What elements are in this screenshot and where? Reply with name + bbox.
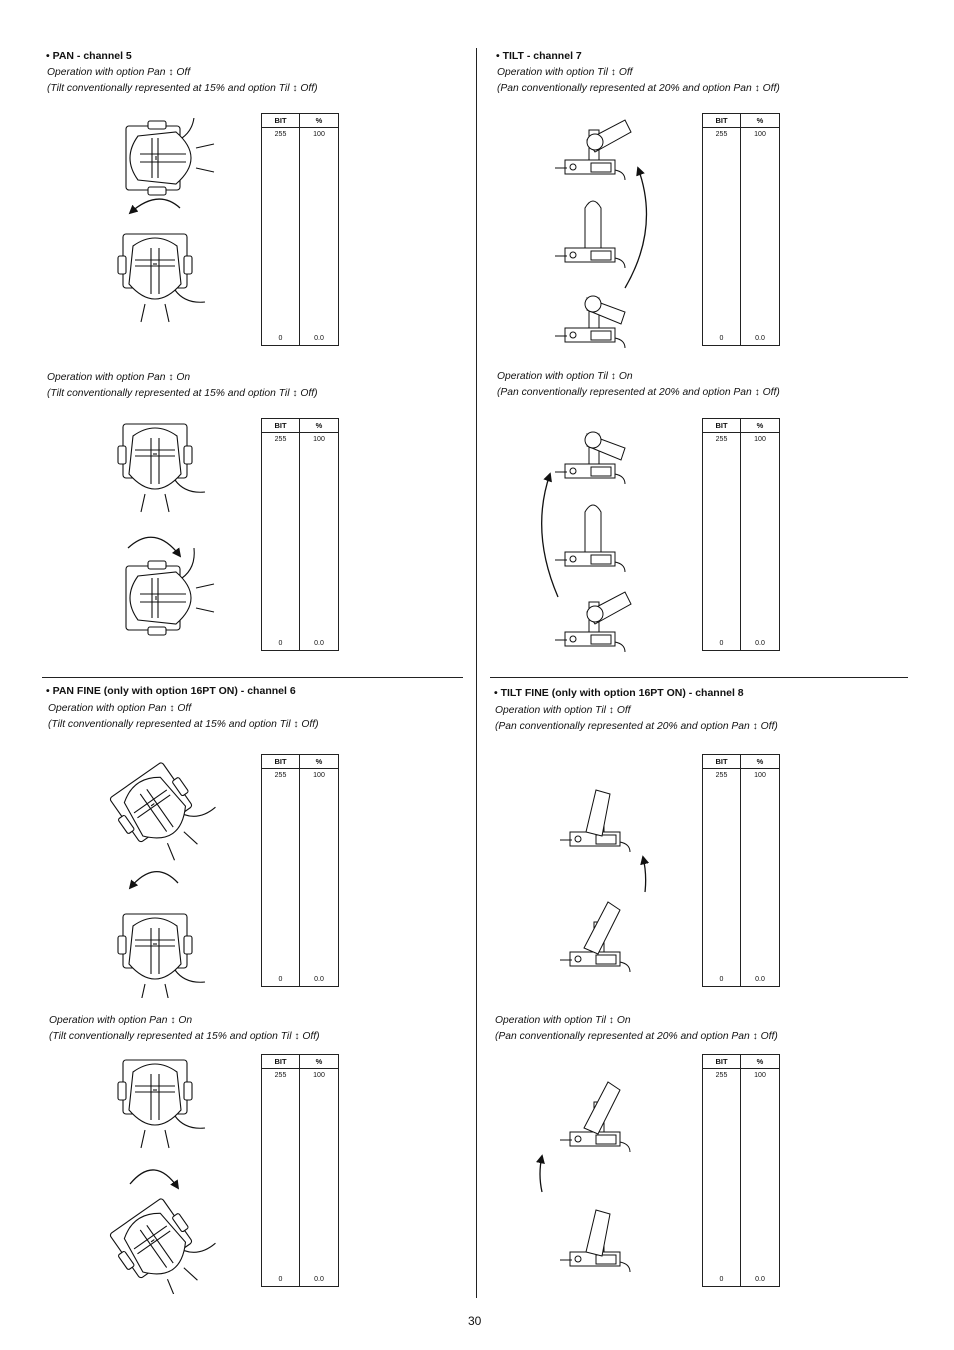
bit-header: BIT (715, 421, 728, 430)
bit-max: 255 (715, 436, 728, 443)
caption-line: Operation with option Pan ↕ Off (47, 67, 191, 78)
caption-line: (Tilt conventionally represented at 15% and option Til ↕ Off) (49, 1030, 320, 1042)
pan-fine-on-illustration (100, 1054, 230, 1294)
percent-min: 0.0 (314, 335, 324, 342)
percent-max: 100 (754, 436, 766, 443)
bit-max: 255 (274, 1072, 287, 1079)
caption-line: Operation with option Til ↕ On (497, 371, 633, 382)
bit-min: 0 (278, 335, 283, 342)
dmx-table-pan-fine-off (261, 754, 339, 987)
caption-line: Operation with option Pan ↕ Off (48, 703, 192, 714)
tilt-on-caption (497, 369, 780, 400)
tilt-section-title: • TILT - channel 7 (496, 50, 582, 62)
caption-line: (Pan conventionally represented at 20% and option Pan ↕ Off) (497, 386, 780, 398)
pan-off-illustration (100, 118, 230, 336)
dmx-table-tilt-off (702, 113, 780, 346)
percent-min: 0.0 (314, 976, 324, 983)
dmx-table-pan-off (261, 113, 339, 346)
bit-max: 255 (715, 131, 728, 138)
page-number: 30 (468, 1314, 482, 1328)
bit-min: 0 (719, 1276, 724, 1283)
percent-min: 0.0 (755, 640, 765, 647)
percent-max: 100 (313, 772, 325, 779)
pan-fine-off-caption (48, 701, 319, 732)
bit-min: 0 (719, 640, 724, 647)
percent-min: 0.0 (314, 1276, 324, 1283)
bit-min: 0 (719, 335, 724, 342)
percent-header: % (315, 757, 323, 766)
percent-min: 0.0 (314, 640, 324, 647)
pan-fine-on-caption (49, 1013, 320, 1044)
caption-line: Operation with option Til ↕ Off (495, 705, 631, 716)
percent-header: % (315, 1057, 323, 1066)
caption-line: (Pan conventionally represented at 20% and option Pan ↕ Off) (495, 1030, 778, 1042)
dmx-table-pan-fine-on (261, 1054, 339, 1287)
caption-line: (Tilt conventionally represented at 15% and option Til ↕ Off) (47, 387, 318, 399)
percent-header: % (315, 421, 323, 430)
tilt-fine-on-caption (495, 1013, 778, 1044)
bit-max: 255 (274, 131, 287, 138)
dmx-table-pan-on (261, 418, 339, 651)
bit-min: 0 (278, 640, 283, 647)
caption-line: (Tilt conventionally represented at 15% and option Til ↕ Off) (48, 718, 319, 730)
percent-max: 100 (313, 1072, 325, 1079)
tilt-off-caption (497, 65, 780, 96)
tilt-fine-off-caption (495, 703, 778, 734)
pan-fine-section-title: • PAN FINE (only with option 16PT ON) - channel 6 (46, 685, 296, 697)
percent-header: % (315, 116, 323, 125)
percent-max: 100 (754, 772, 766, 779)
percent-max: 100 (313, 131, 325, 138)
percent-max: 100 (754, 131, 766, 138)
tilt-on-illustration (530, 412, 650, 652)
pan-on-illustration (100, 418, 230, 636)
percent-min: 0.0 (755, 335, 765, 342)
percent-max: 100 (313, 436, 325, 443)
pan-off-caption (47, 65, 318, 96)
percent-header: % (756, 116, 764, 125)
bit-header: BIT (715, 116, 728, 125)
column-divider (476, 48, 477, 1298)
bit-min: 0 (719, 976, 724, 983)
bit-min: 0 (278, 976, 283, 983)
tilt-fine-on-illustration (530, 1062, 640, 1282)
caption-line: (Pan conventionally represented at 20% and option Pan ↕ Off) (497, 82, 780, 94)
right-section-divider (490, 677, 908, 678)
pan-fine-off-illustration (100, 758, 230, 998)
pan-section-title: • PAN - channel 5 (46, 50, 132, 62)
percent-max: 100 (754, 1072, 766, 1079)
dmx-table-tilt-on (702, 418, 780, 651)
bit-max: 255 (715, 1072, 728, 1079)
tilt-off-illustration (550, 108, 660, 348)
bit-header: BIT (274, 757, 287, 766)
caption-line: (Pan conventionally represented at 20% and option Pan ↕ Off) (495, 720, 778, 732)
bit-max: 255 (274, 772, 287, 779)
dmx-table-tilt-fine-off (702, 754, 780, 987)
dmx-table-tilt-fine-on (702, 1054, 780, 1287)
caption-line: Operation with option Til ↕ On (495, 1015, 631, 1026)
bit-header: BIT (274, 421, 287, 430)
tilt-fine-section-title: • TILT FINE (only with option 16PT ON) - channel 8 (494, 687, 744, 699)
bit-min: 0 (278, 1276, 283, 1283)
bit-max: 255 (274, 436, 287, 443)
caption-line: Operation with option Pan ↕ On (49, 1015, 193, 1026)
percent-min: 0.0 (755, 1276, 765, 1283)
pan-on-caption (47, 370, 318, 401)
bit-max: 255 (715, 772, 728, 779)
percent-header: % (756, 421, 764, 430)
left-section-divider (42, 677, 463, 678)
caption-line: (Tilt conventionally represented at 15% and option Til ↕ Off) (47, 82, 318, 94)
bit-header: BIT (715, 757, 728, 766)
caption-line: Operation with option Pan ↕ On (47, 372, 191, 383)
bit-header: BIT (274, 116, 287, 125)
caption-line: Operation with option Til ↕ Off (497, 67, 633, 78)
percent-min: 0.0 (755, 976, 765, 983)
tilt-fine-off-illustration (555, 762, 655, 982)
bit-header: BIT (274, 1057, 287, 1066)
percent-header: % (756, 1057, 764, 1066)
percent-header: % (756, 757, 764, 766)
bit-header: BIT (715, 1057, 728, 1066)
